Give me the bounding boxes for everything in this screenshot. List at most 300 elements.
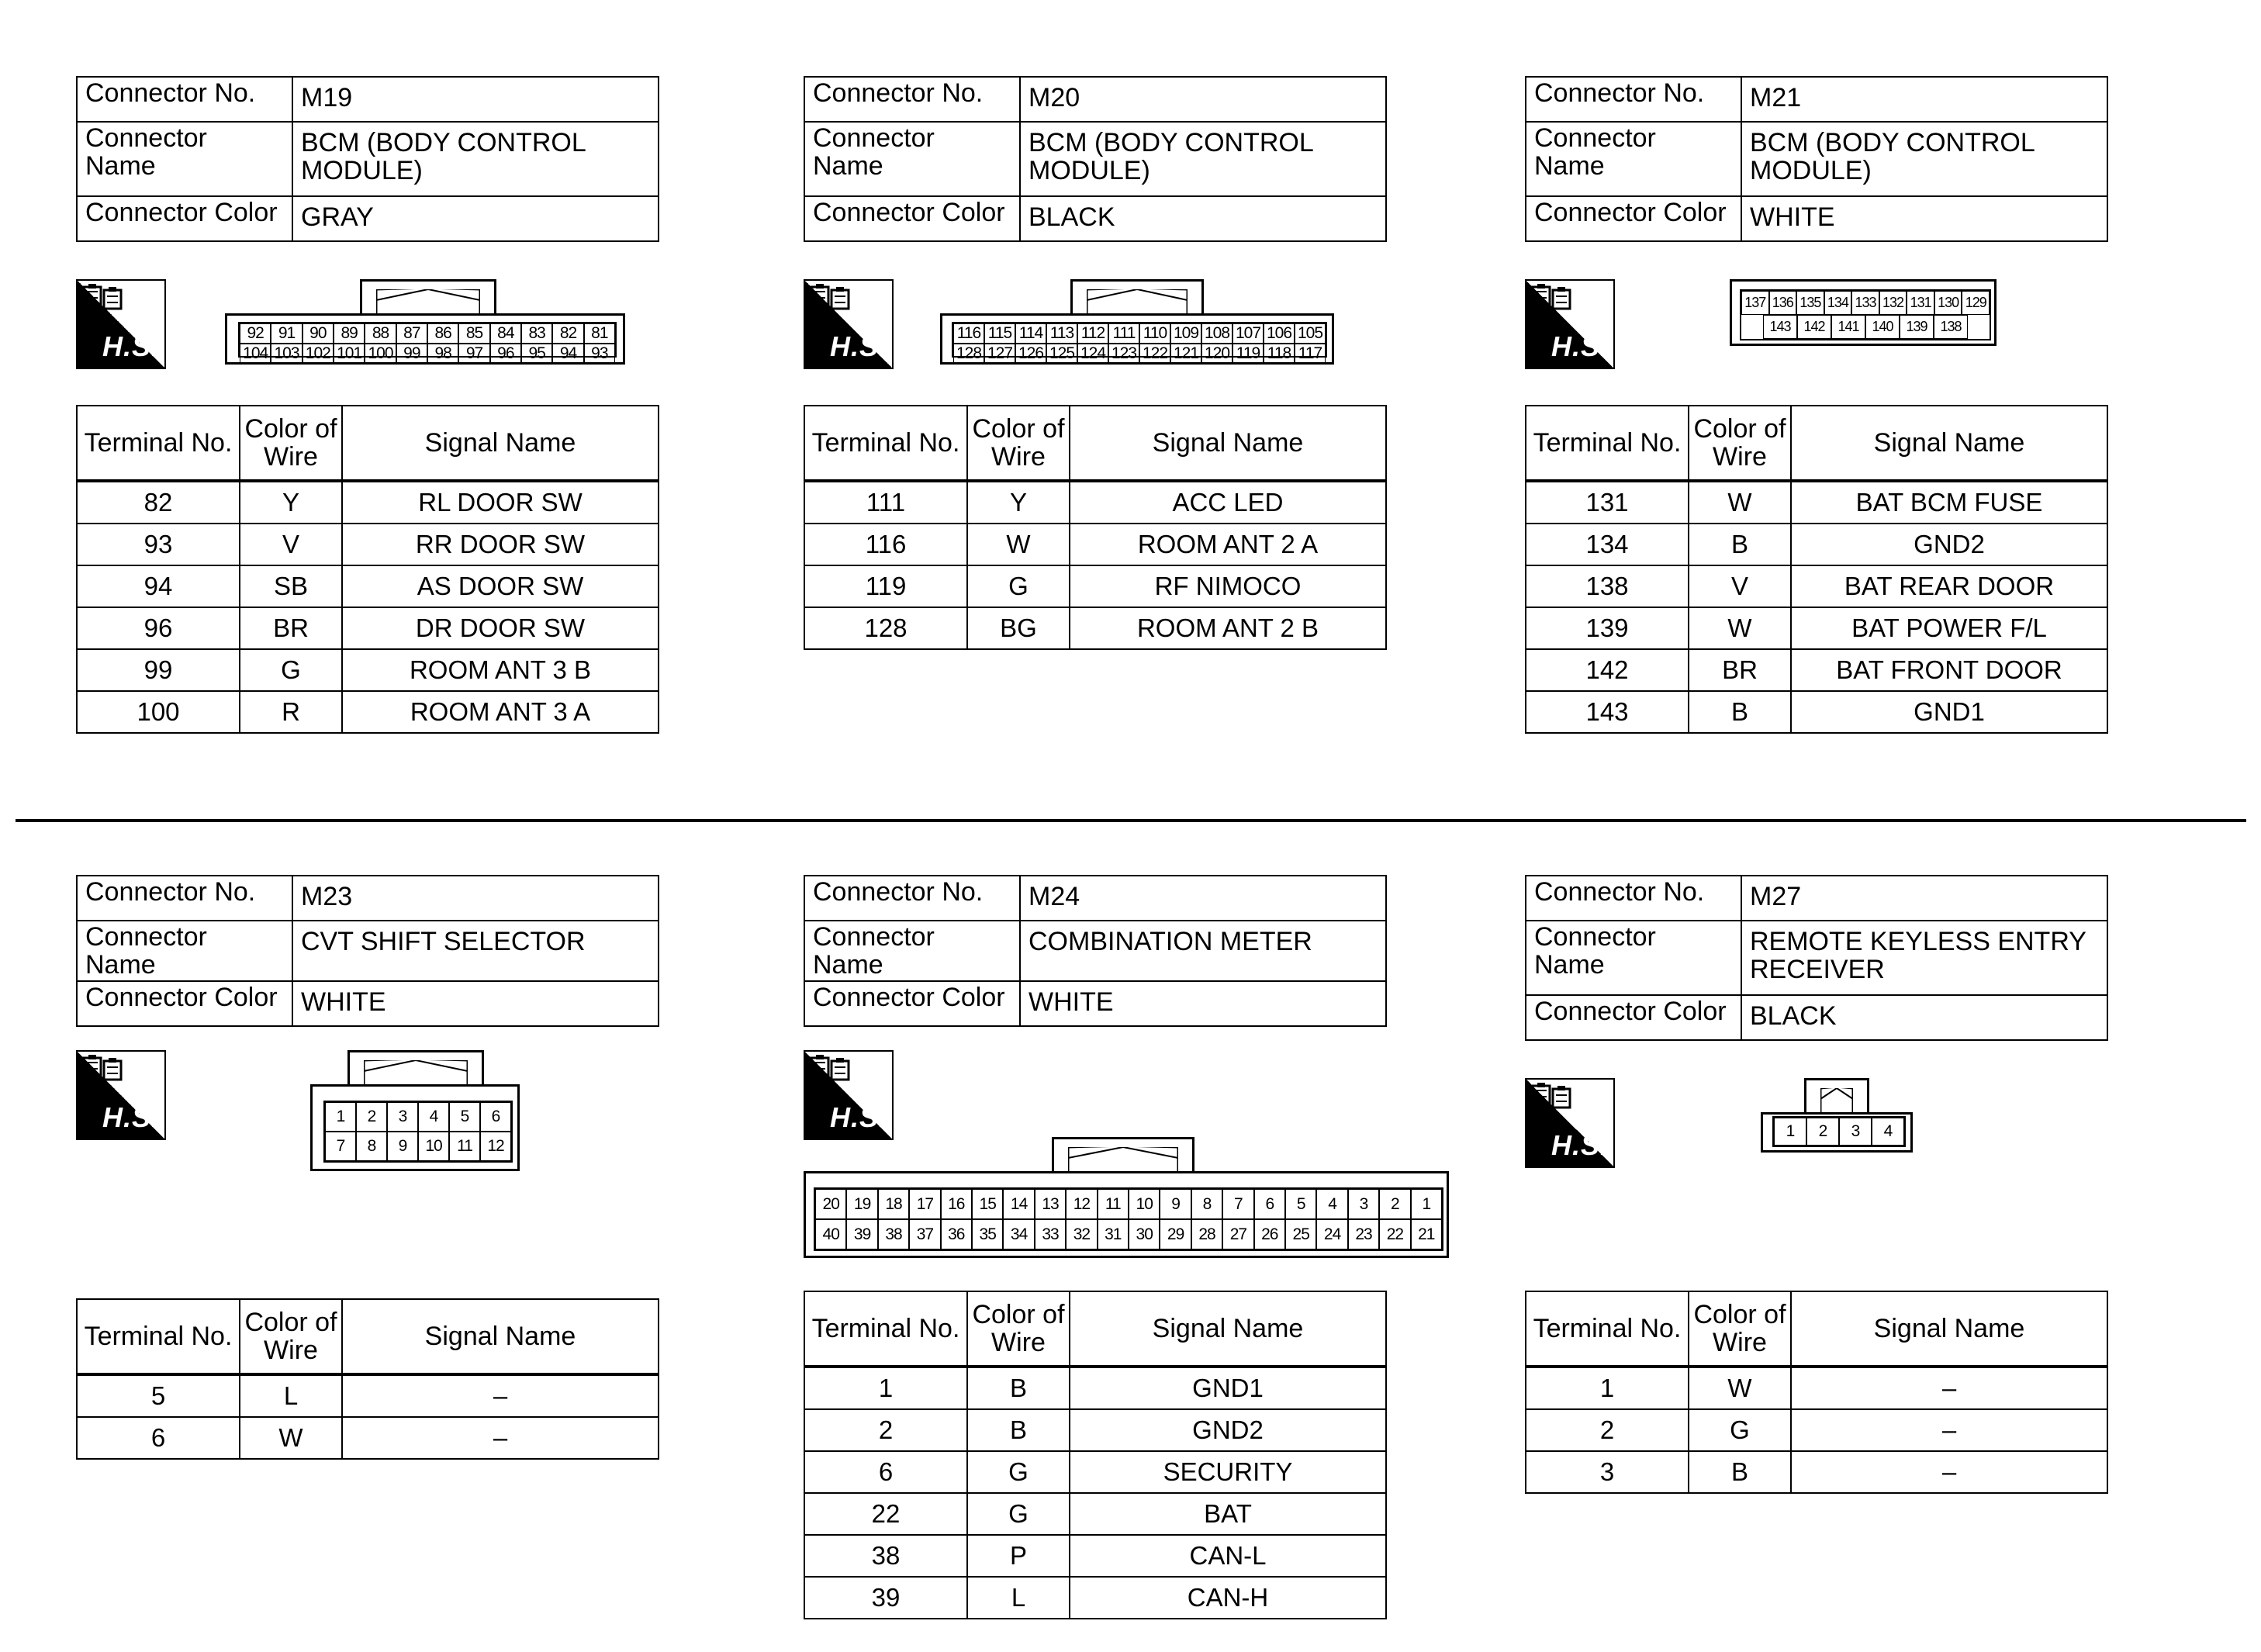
pin-cell: 3 [1348, 1189, 1379, 1219]
terminal-no-cell: 143 [1526, 691, 1689, 733]
pin-cell: 121 [1170, 344, 1201, 364]
connector-housing [310, 1084, 520, 1171]
connector-info-table [804, 875, 1387, 1027]
connector-number-label: Connector No. [1526, 77, 1741, 122]
pin-cell: 132 [1879, 291, 1907, 315]
connector-housing [225, 313, 625, 365]
table-row [77, 481, 659, 524]
pin-cell: 118 [1264, 344, 1295, 364]
hs-label: H.S. [829, 1101, 887, 1133]
signal-name-header: Signal Name [342, 1299, 659, 1374]
wire-color-cell: Y [240, 481, 342, 524]
terminal-no-cell: 139 [1526, 607, 1689, 649]
terminal-no-cell: 134 [1526, 524, 1689, 565]
wire-color-header [240, 406, 342, 481]
connector-color-label: Connector Color [804, 981, 1020, 1026]
wire-color-cell: B [1689, 1451, 1791, 1493]
connector-number-value: M21 [1741, 77, 2107, 122]
pin-cell: 93 [584, 344, 615, 364]
wire-color-cell: B [967, 1409, 1070, 1451]
wire-color-cell: W [240, 1417, 342, 1459]
wire-color-header [967, 406, 1070, 481]
pin-cell: 106 [1264, 323, 1295, 344]
pin-cell: 125 [1046, 344, 1077, 364]
connector-color-value: WHITE [1020, 981, 1386, 1026]
wire-color-header [1689, 406, 1791, 481]
pin-cell: 25 [1285, 1219, 1316, 1249]
pin-cell: 18 [878, 1189, 909, 1219]
pin-cell: 104 [240, 344, 271, 364]
pin-cell: 90 [303, 323, 334, 344]
connector-info-table [76, 875, 659, 1027]
table-row [804, 1493, 1386, 1535]
wire-color-cell: W [1689, 607, 1791, 649]
wire-color-header-line1: Color of [972, 414, 1065, 444]
pin-cell: 122 [1139, 344, 1170, 364]
wire-color-header-line2: Wire [1713, 442, 1767, 472]
signal-name-header: Signal Name [1791, 406, 2107, 481]
terminal-header-row [1526, 406, 2107, 481]
connector-lock-tab [347, 1050, 484, 1087]
table-row [1526, 649, 2107, 691]
pin-grid [814, 1187, 1443, 1251]
connector-info-table [1525, 875, 2108, 1041]
pin-cell: 9 [387, 1132, 418, 1161]
pin-cell: 128 [953, 344, 984, 364]
signal-name-cell: GND1 [1791, 691, 2107, 733]
connector-name-value: REMOTE KEYLESS ENTRY RECEIVER [1741, 921, 2107, 995]
wire-color-cell: BG [967, 607, 1070, 649]
signal-name-cell: ROOM ANT 3 A [342, 691, 659, 733]
signal-name-cell: – [1791, 1451, 2107, 1493]
connector-info-table [804, 76, 1387, 242]
pin-grid [238, 322, 617, 362]
lock-notch-icon [1820, 1088, 1853, 1115]
connector-name-value: BCM (BODY CONTROL MODULE) [1020, 122, 1386, 196]
connector-number-value: M23 [292, 876, 659, 921]
connector-color-label: Connector Color [77, 196, 292, 241]
pin-cell: 126 [1015, 344, 1046, 364]
pin-cell: 115 [984, 323, 1015, 344]
wire-color-header-line2: Wire [991, 442, 1046, 472]
lock-notch-icon [376, 289, 480, 316]
connector-info-table [76, 76, 659, 242]
signal-name-cell: ROOM ANT 2 A [1070, 524, 1386, 565]
pin-cell: 136 [1769, 291, 1797, 315]
connector-name-label: Connector Name [1526, 122, 1741, 196]
table-row [1526, 607, 2107, 649]
pin-cell: 120 [1201, 344, 1232, 364]
hs-label: H.S. [102, 330, 160, 362]
hs-label: H.S. [1551, 330, 1609, 362]
pin-cell: 4 [1316, 1189, 1347, 1219]
terminal-no-cell: 131 [1526, 481, 1689, 524]
wire-color-cell: BR [1689, 649, 1791, 691]
pin-cell: 123 [1108, 344, 1139, 364]
connector-glyph-icon [1530, 1081, 1576, 1115]
pin-cell: 100 [365, 344, 396, 364]
pin-cell: 7 [1222, 1189, 1253, 1219]
pin-cell: 1 [1774, 1118, 1806, 1146]
connector-name-value: CVT SHIFT SELECTOR [292, 921, 659, 981]
table-row [1526, 565, 2107, 607]
pin-cell: 140 [1865, 315, 1900, 339]
table-row [804, 1451, 1386, 1493]
pin-cell: 8 [356, 1132, 387, 1161]
table-row [804, 565, 1386, 607]
pin-cell: 3 [1839, 1118, 1872, 1146]
signal-name-cell: DR DOOR SW [342, 607, 659, 649]
connector-housing [1761, 1112, 1913, 1153]
wire-color-cell: B [1689, 691, 1791, 733]
signal-name-cell: BAT REAR DOOR [1791, 565, 2107, 607]
pin-cell: 95 [521, 344, 552, 364]
pin-cell: 119 [1232, 344, 1264, 364]
table-row [804, 481, 1386, 524]
pin-cell: 143 [1763, 315, 1797, 339]
pin-cell: 109 [1170, 323, 1201, 344]
table-row [77, 691, 659, 733]
connector-face-diagram [804, 1137, 1449, 1258]
terminal-header-row [77, 406, 659, 481]
terminal-no-cell: 5 [77, 1374, 240, 1417]
harness-side-icon [76, 1050, 166, 1140]
pin-cell: 1 [325, 1102, 356, 1132]
pin-cell: 23 [1348, 1219, 1379, 1249]
connector-number-label: Connector No. [77, 77, 292, 122]
pin-cell: 37 [909, 1219, 940, 1249]
wire-color-header-line1: Color of [972, 1300, 1065, 1329]
connector-info-table [1525, 76, 2108, 242]
wire-color-cell: B [967, 1367, 1070, 1409]
pin-cell: 135 [1796, 291, 1824, 315]
wire-color-cell: BR [240, 607, 342, 649]
pin-cell: 10 [418, 1132, 449, 1161]
section-divider [16, 819, 2246, 822]
connector-lock-tab [1070, 279, 1204, 316]
pin-cell: 29 [1160, 1219, 1191, 1249]
connector-name-label: Connector Name [1526, 921, 1741, 995]
wire-color-header [1689, 1291, 1791, 1367]
pin-cell: 98 [427, 344, 458, 364]
wire-color-header-line2: Wire [991, 1328, 1046, 1357]
table-row [1526, 524, 2107, 565]
terminal-no-cell: 1 [1526, 1367, 1689, 1409]
wire-color-cell: W [967, 524, 1070, 565]
pin-cell: 34 [1003, 1219, 1034, 1249]
pin-cell: 105 [1295, 323, 1326, 344]
pin-cell: 96 [490, 344, 521, 364]
lock-notch-icon [364, 1060, 468, 1087]
terminal-no-header: Terminal No. [804, 406, 967, 481]
wire-color-cell: R [240, 691, 342, 733]
connector-panel-m23 [76, 875, 666, 1452]
connector-panel-m20 [804, 76, 1393, 642]
wire-color-header-line2: Wire [1713, 1328, 1767, 1357]
hs-label: H.S. [102, 1101, 160, 1133]
terminal-no-cell: 116 [804, 524, 967, 565]
pin-cell: 134 [1824, 291, 1852, 315]
terminal-no-cell: 6 [77, 1417, 240, 1459]
signal-name-cell: ACC LED [1070, 481, 1386, 524]
terminal-no-header: Terminal No. [1526, 1291, 1689, 1367]
connector-color-value: GRAY [292, 196, 659, 241]
connector-name-label: Connector Name [804, 921, 1020, 981]
pin-cell: 7 [325, 1132, 356, 1161]
connector-number-label: Connector No. [1526, 876, 1741, 921]
pin-cell: 8 [1191, 1189, 1222, 1219]
pin-cell: 117 [1295, 344, 1326, 364]
terminal-no-cell: 1 [804, 1367, 967, 1409]
harness-side-icon [1525, 279, 1615, 369]
connector-lock-tab [360, 279, 496, 316]
connector-lock-tab [1052, 1137, 1194, 1173]
pin-grid [323, 1101, 513, 1163]
terminal-no-cell: 142 [1526, 649, 1689, 691]
pin-cell: 13 [1035, 1189, 1066, 1219]
signal-name-cell: SECURITY [1070, 1451, 1386, 1493]
pin-cell: 139 [1900, 315, 1934, 339]
harness-side-icon [76, 279, 166, 369]
connector-color-value: BLACK [1020, 196, 1386, 241]
connector-name-value: BCM (BODY CONTROL MODULE) [1741, 122, 2107, 196]
connector-name-value: COMBINATION METER [1020, 921, 1386, 981]
connector-lock-tab [1804, 1078, 1869, 1115]
connector-glyph-icon [1530, 282, 1576, 316]
connector-color-label: Connector Color [1526, 196, 1741, 241]
table-row [77, 1374, 659, 1417]
pin-cell: 27 [1222, 1219, 1253, 1249]
terminal-header-row [804, 1291, 1386, 1367]
pin-cell: 141 [1831, 315, 1865, 339]
terminal-no-cell: 119 [804, 565, 967, 607]
pin-row [1741, 315, 1990, 339]
pin-cell: 12 [480, 1132, 511, 1161]
signal-name-cell: – [342, 1417, 659, 1459]
pin-cell: 101 [334, 344, 365, 364]
signal-name-cell: – [342, 1374, 659, 1417]
signal-name-header: Signal Name [1070, 1291, 1386, 1367]
table-row [1526, 1451, 2107, 1493]
table-row [77, 524, 659, 565]
pin-cell: 10 [1129, 1189, 1160, 1219]
pin-row [1741, 291, 1990, 315]
pin-cell: 36 [941, 1219, 972, 1249]
terminal-no-cell: 138 [1526, 565, 1689, 607]
pin-cell: 26 [1254, 1219, 1285, 1249]
terminal-no-cell: 100 [77, 691, 240, 733]
pin-cell: 114 [1015, 323, 1046, 344]
signal-name-header: Signal Name [1791, 1291, 2107, 1367]
signal-name-header: Signal Name [342, 406, 659, 481]
pin-cell: 103 [271, 344, 302, 364]
signal-name-cell: AS DOOR SW [342, 565, 659, 607]
connector-face-diagram [225, 279, 625, 365]
pin-cell: 91 [271, 323, 302, 344]
table-row [1526, 1367, 2107, 1409]
pin-cell: 110 [1139, 323, 1170, 344]
terminal-table [1525, 1291, 2108, 1494]
signal-name-cell: RL DOOR SW [342, 481, 659, 524]
wire-color-header-line2: Wire [264, 442, 318, 472]
wire-color-header-line1: Color of [1693, 414, 1786, 444]
pin-cell: 84 [490, 323, 521, 344]
signal-name-cell: CAN-H [1070, 1577, 1386, 1619]
connector-face-diagram [1761, 1078, 1913, 1153]
terminal-no-header: Terminal No. [804, 1291, 967, 1367]
connector-color-label: Connector Color [804, 196, 1020, 241]
hs-label: H.S. [829, 330, 887, 362]
signal-name-cell: GND2 [1791, 524, 2107, 565]
signal-name-cell: – [1791, 1367, 2107, 1409]
terminal-no-cell: 82 [77, 481, 240, 524]
pin-cell: 124 [1077, 344, 1108, 364]
connector-housing [804, 1171, 1449, 1258]
connector-name-label: Connector Name [804, 122, 1020, 196]
pin-cell: 30 [1129, 1219, 1160, 1249]
wire-color-cell: P [967, 1535, 1070, 1577]
signal-name-cell: ROOM ANT 3 B [342, 649, 659, 691]
connector-color-label: Connector Color [77, 981, 292, 1026]
signal-name-cell: RF NIMOCO [1070, 565, 1386, 607]
pin-cell: 2 [1379, 1189, 1410, 1219]
terminal-no-cell: 39 [804, 1577, 967, 1619]
pin-cell: 9 [1160, 1189, 1191, 1219]
connector-glyph-icon [808, 282, 855, 316]
pin-cell: 131 [1907, 291, 1934, 315]
terminal-no-header: Terminal No. [77, 1299, 240, 1374]
signal-name-cell: GND2 [1070, 1409, 1386, 1451]
pin-grid [1772, 1116, 1906, 1147]
pin-cell: 14 [1003, 1189, 1034, 1219]
signal-name-cell: BAT BCM FUSE [1791, 481, 2107, 524]
terminal-table [804, 405, 1387, 650]
wire-color-header [967, 1291, 1070, 1367]
terminal-no-cell: 2 [804, 1409, 967, 1451]
pin-cell: 2 [356, 1102, 387, 1132]
table-row [804, 524, 1386, 565]
wire-color-header-line1: Color of [244, 414, 337, 444]
connector-number-value: M27 [1741, 876, 2107, 921]
pin-cell: 92 [240, 323, 271, 344]
table-row [804, 1577, 1386, 1619]
pin-cell: 82 [552, 323, 583, 344]
wire-color-header [240, 1299, 342, 1374]
connector-color-label: Connector Color [1526, 995, 1741, 1040]
connector-number-label: Connector No. [804, 876, 1020, 921]
pin-cell: 87 [396, 323, 427, 344]
pin-cell: 12 [1066, 1189, 1097, 1219]
pin-cell: 24 [1316, 1219, 1347, 1249]
connector-face-diagram [1730, 279, 1997, 346]
terminal-no-cell: 94 [77, 565, 240, 607]
wire-color-cell: G [967, 1451, 1070, 1493]
signal-name-cell: BAT FRONT DOOR [1791, 649, 2107, 691]
table-row [1526, 691, 2107, 733]
terminal-no-header: Terminal No. [1526, 406, 1689, 481]
connector-face-diagram [310, 1050, 520, 1171]
table-row [804, 1367, 1386, 1409]
wire-color-cell: B [1689, 524, 1791, 565]
pin-cell: 40 [815, 1219, 846, 1249]
pin-cell: 19 [846, 1189, 877, 1219]
wire-color-cell: SB [240, 565, 342, 607]
table-row [77, 1417, 659, 1459]
pin-cell: 99 [396, 344, 427, 364]
pin-cell: 94 [552, 344, 583, 364]
wire-color-cell: G [240, 649, 342, 691]
lock-notch-icon [1068, 1147, 1178, 1173]
pin-cell: 112 [1077, 323, 1108, 344]
terminal-no-cell: 128 [804, 607, 967, 649]
signal-name-cell: GND1 [1070, 1367, 1386, 1409]
connector-glyph-icon [808, 1053, 855, 1087]
terminal-table [1525, 405, 2108, 734]
terminal-no-cell: 96 [77, 607, 240, 649]
pin-cell: 3 [387, 1102, 418, 1132]
pin-cell: 11 [449, 1132, 480, 1161]
terminal-no-cell: 93 [77, 524, 240, 565]
pin-cell: 11 [1098, 1189, 1129, 1219]
connector-color-value: WHITE [1741, 196, 2107, 241]
harness-side-icon [804, 1050, 894, 1140]
lock-notch-icon [1087, 289, 1188, 316]
terminal-header-row [77, 1299, 659, 1374]
table-row [804, 607, 1386, 649]
connector-number-value: M19 [292, 77, 659, 122]
pin-cell: 83 [521, 323, 552, 344]
wire-color-cell: V [1689, 565, 1791, 607]
wire-color-cell: L [240, 1374, 342, 1417]
connector-panel-m21 [1525, 76, 2114, 726]
signal-name-header: Signal Name [1070, 406, 1386, 481]
terminal-no-cell: 99 [77, 649, 240, 691]
pin-cell: 142 [1797, 315, 1831, 339]
pin-cell: 89 [334, 323, 365, 344]
pin-cell: 6 [1254, 1189, 1285, 1219]
terminal-table [76, 1298, 659, 1460]
pin-cell: 17 [909, 1189, 940, 1219]
terminal-no-cell: 2 [1526, 1409, 1689, 1451]
pin-cell: 111 [1108, 323, 1139, 344]
connector-name-label: Connector Name [77, 122, 292, 196]
pin-cell: 39 [846, 1219, 877, 1249]
pin-cell: 113 [1046, 323, 1077, 344]
connector-face-diagram [940, 279, 1334, 365]
connector-glyph-icon [81, 282, 127, 316]
terminal-table [76, 405, 659, 734]
pin-cell: 15 [972, 1189, 1003, 1219]
terminal-no-cell: 3 [1526, 1451, 1689, 1493]
pin-cell: 130 [1934, 291, 1962, 315]
pin-cell: 21 [1411, 1219, 1442, 1249]
connector-name-value: BCM (BODY CONTROL MODULE) [292, 122, 659, 196]
connector-housing [1730, 279, 1997, 346]
wire-color-header-line1: Color of [1693, 1300, 1786, 1329]
signal-name-cell: RR DOOR SW [342, 524, 659, 565]
pin-cell: 86 [427, 323, 458, 344]
terminal-no-cell: 6 [804, 1451, 967, 1493]
pin-cell: 20 [815, 1189, 846, 1219]
pin-cell: 129 [1962, 291, 1990, 315]
connector-number-value: M20 [1020, 77, 1386, 122]
pin-cell: 4 [418, 1102, 449, 1132]
table-row [77, 565, 659, 607]
pin-cell: 116 [953, 323, 984, 344]
pin-cell: 88 [365, 323, 396, 344]
table-row [804, 1409, 1386, 1451]
signal-name-cell: BAT POWER F/L [1791, 607, 2107, 649]
